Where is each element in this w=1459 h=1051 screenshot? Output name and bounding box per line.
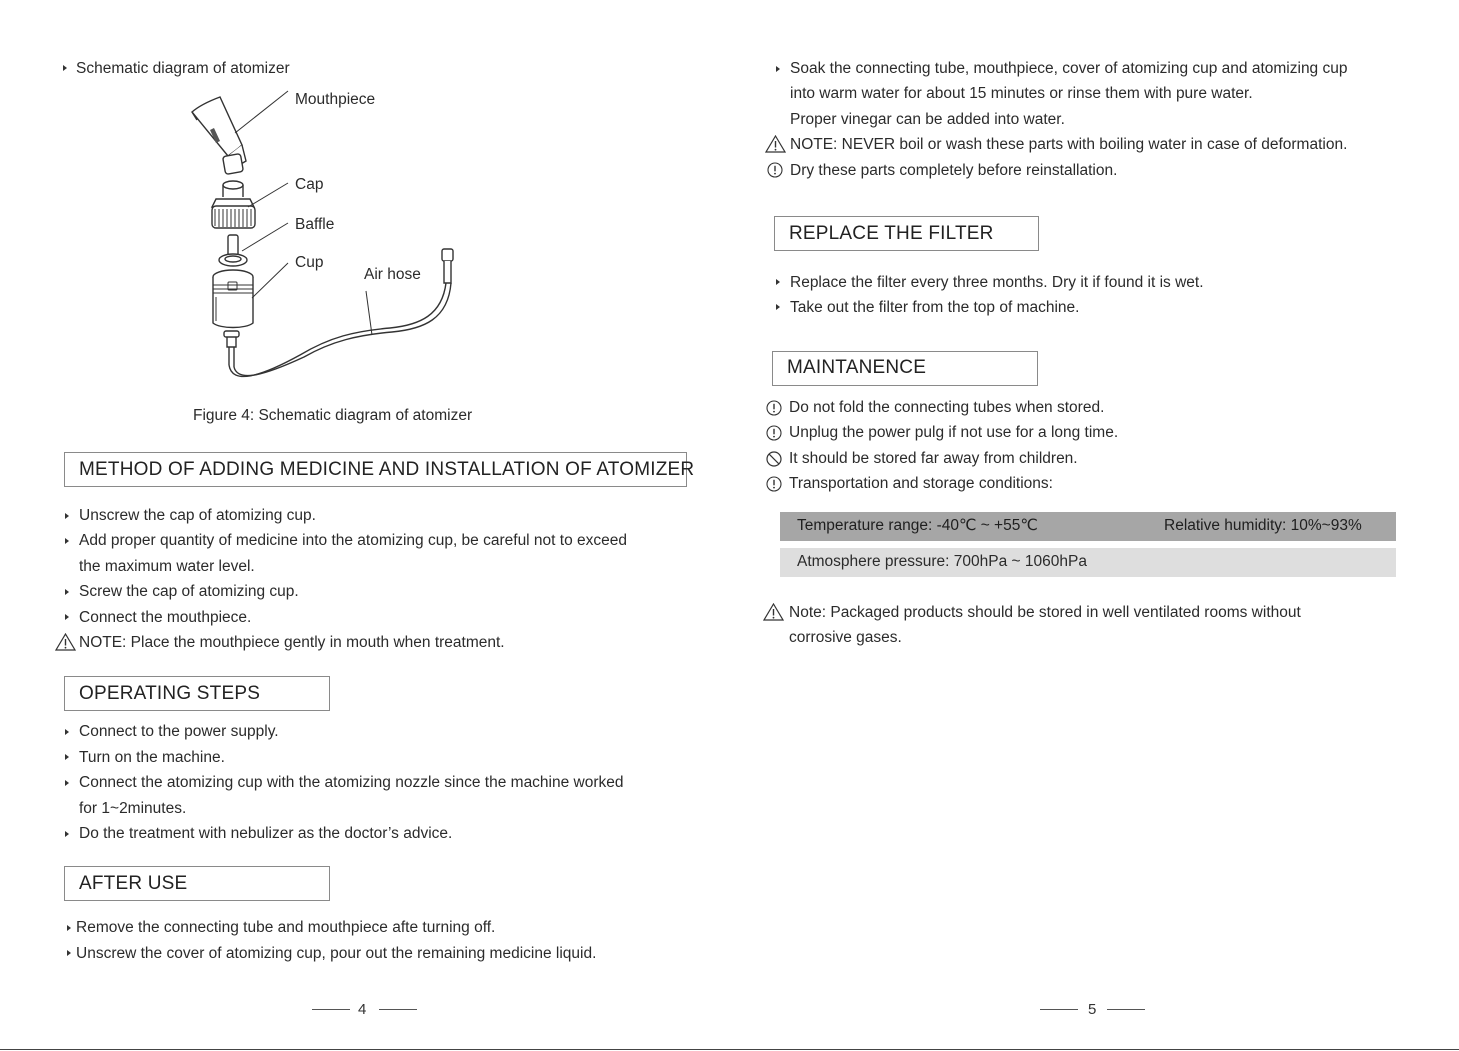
bullet-icon — [63, 65, 67, 71]
operating-item-4: Do the treatment with nebulizer as the doctor’s advice. — [79, 825, 453, 842]
bullet-icon — [776, 279, 780, 285]
soak-dry: Dry these parts completely before reinstallation. — [790, 162, 1118, 179]
exclamation-circle-icon — [766, 400, 782, 416]
maintenance-section-title: MAINTANENCE — [787, 357, 927, 378]
bullet-icon — [65, 780, 69, 786]
bullet-icon — [65, 589, 69, 595]
operating-section-title: OPERATING STEPS — [79, 683, 261, 704]
warning-icon — [55, 633, 76, 651]
bullet-icon — [65, 614, 69, 620]
soak-line-2: into warm water for about 15 minutes or rinse them with pure water. — [790, 85, 1253, 102]
warning-icon — [765, 135, 786, 153]
method-item-2: Add proper quantity of medicine into the atomizing cup, be careful not to exceed — [79, 532, 628, 549]
page-number-right: 5 — [1088, 1001, 1097, 1018]
operating-item-2: Turn on the machine. — [79, 749, 225, 766]
figure-caption: Figure 4: Schematic diagram of atomizer — [193, 407, 473, 424]
bullet-icon — [67, 950, 71, 956]
operating-item-3-cont: for 1~2minutes. — [79, 800, 187, 817]
temperature-range: Temperature range: -40℃ ~ +55℃ — [797, 517, 1038, 534]
prohibition-icon — [766, 451, 782, 467]
bullet-icon — [65, 831, 69, 837]
page-number-rule — [379, 1009, 417, 1010]
maintenance-item-2: Unplug the power pulg if not use for a long time. — [789, 424, 1119, 441]
soak-line-3: Proper vinegar can be added into water. — [790, 111, 1065, 128]
after-use-item-1: Remove the connecting tube and mouthpiece afte turning off. — [76, 919, 496, 936]
relative-humidity: Relative humidity: 10%~93% — [1164, 517, 1362, 534]
bullet-icon — [67, 925, 71, 931]
maintenance-item-3: It should be stored far away from children. — [789, 450, 1078, 467]
maintenance-item-4: Transportation and storage conditions: — [789, 475, 1053, 492]
after-use-item-2: Unscrew the cover of atomizing cup, pour out the remaining medicine liquid. — [76, 945, 597, 962]
filter-item-2: Take out the filter from the top of machine. — [790, 299, 1080, 316]
label-cup: Cup — [295, 254, 324, 271]
warning-icon — [763, 603, 784, 621]
page-number-rule — [1040, 1009, 1078, 1010]
bullet-icon — [65, 754, 69, 760]
page-number-rule — [312, 1009, 350, 1010]
bullet-icon — [65, 513, 69, 519]
label-mouthpiece: Mouthpiece — [295, 91, 376, 108]
method-item-3: Screw the cap of atomizing cup. — [79, 583, 299, 600]
method-item-4: Connect the mouthpiece. — [79, 609, 252, 626]
final-note-line-1: Note: Packaged products should be stored in well ventilated rooms without — [789, 604, 1301, 621]
atomizer-diagram — [180, 85, 480, 395]
operating-item-3: Connect the atomizing cup with the atomizing nozzle since the machine worked — [79, 774, 624, 791]
label-baffle: Baffle — [295, 216, 335, 233]
method-item-1: Unscrew the cap of atomizing cup. — [79, 507, 316, 524]
final-note-line-2: corrosive gases. — [789, 629, 902, 646]
soak-line-1: Soak the connecting tube, mouthpiece, cover of atomizing cup and atomizing cup — [790, 60, 1348, 77]
maintenance-item-1: Do not fold the connecting tubes when stored. — [789, 399, 1105, 416]
filter-item-1: Replace the filter every three months. Dry it if found it is wet. — [790, 274, 1204, 291]
exclamation-circle-icon — [767, 162, 783, 178]
exclamation-circle-icon — [766, 476, 782, 492]
bottom-border — [0, 1049, 1459, 1050]
method-section-title: METHOD OF ADDING MEDICINE AND INSTALLATION OF ATOMIZER — [79, 459, 695, 480]
bullet-icon — [65, 729, 69, 735]
atmosphere-pressure: Atmosphere pressure: 700hPa ~ 1060hPa — [797, 553, 1087, 570]
bullet-icon — [776, 304, 780, 310]
schematic-heading: Schematic diagram of atomizer — [76, 60, 290, 77]
method-item-2-cont: the maximum water level. — [79, 558, 255, 575]
page-number-left: 4 — [358, 1001, 367, 1018]
bullet-icon — [65, 538, 69, 544]
label-cap: Cap — [295, 176, 324, 193]
bullet-icon — [776, 66, 780, 72]
exclamation-circle-icon — [766, 425, 782, 441]
operating-item-1: Connect to the power supply. — [79, 723, 279, 740]
filter-section-title: REPLACE THE FILTER — [789, 223, 994, 244]
after-use-section-title: AFTER USE — [79, 873, 188, 894]
label-air-hose: Air hose — [364, 266, 421, 283]
soak-note: NOTE: NEVER boil or wash these parts with boiling water in case of deformation. — [790, 136, 1348, 153]
method-note: NOTE: Place the mouthpiece gently in mouth when treatment. — [79, 634, 505, 651]
page-number-rule — [1107, 1009, 1145, 1010]
